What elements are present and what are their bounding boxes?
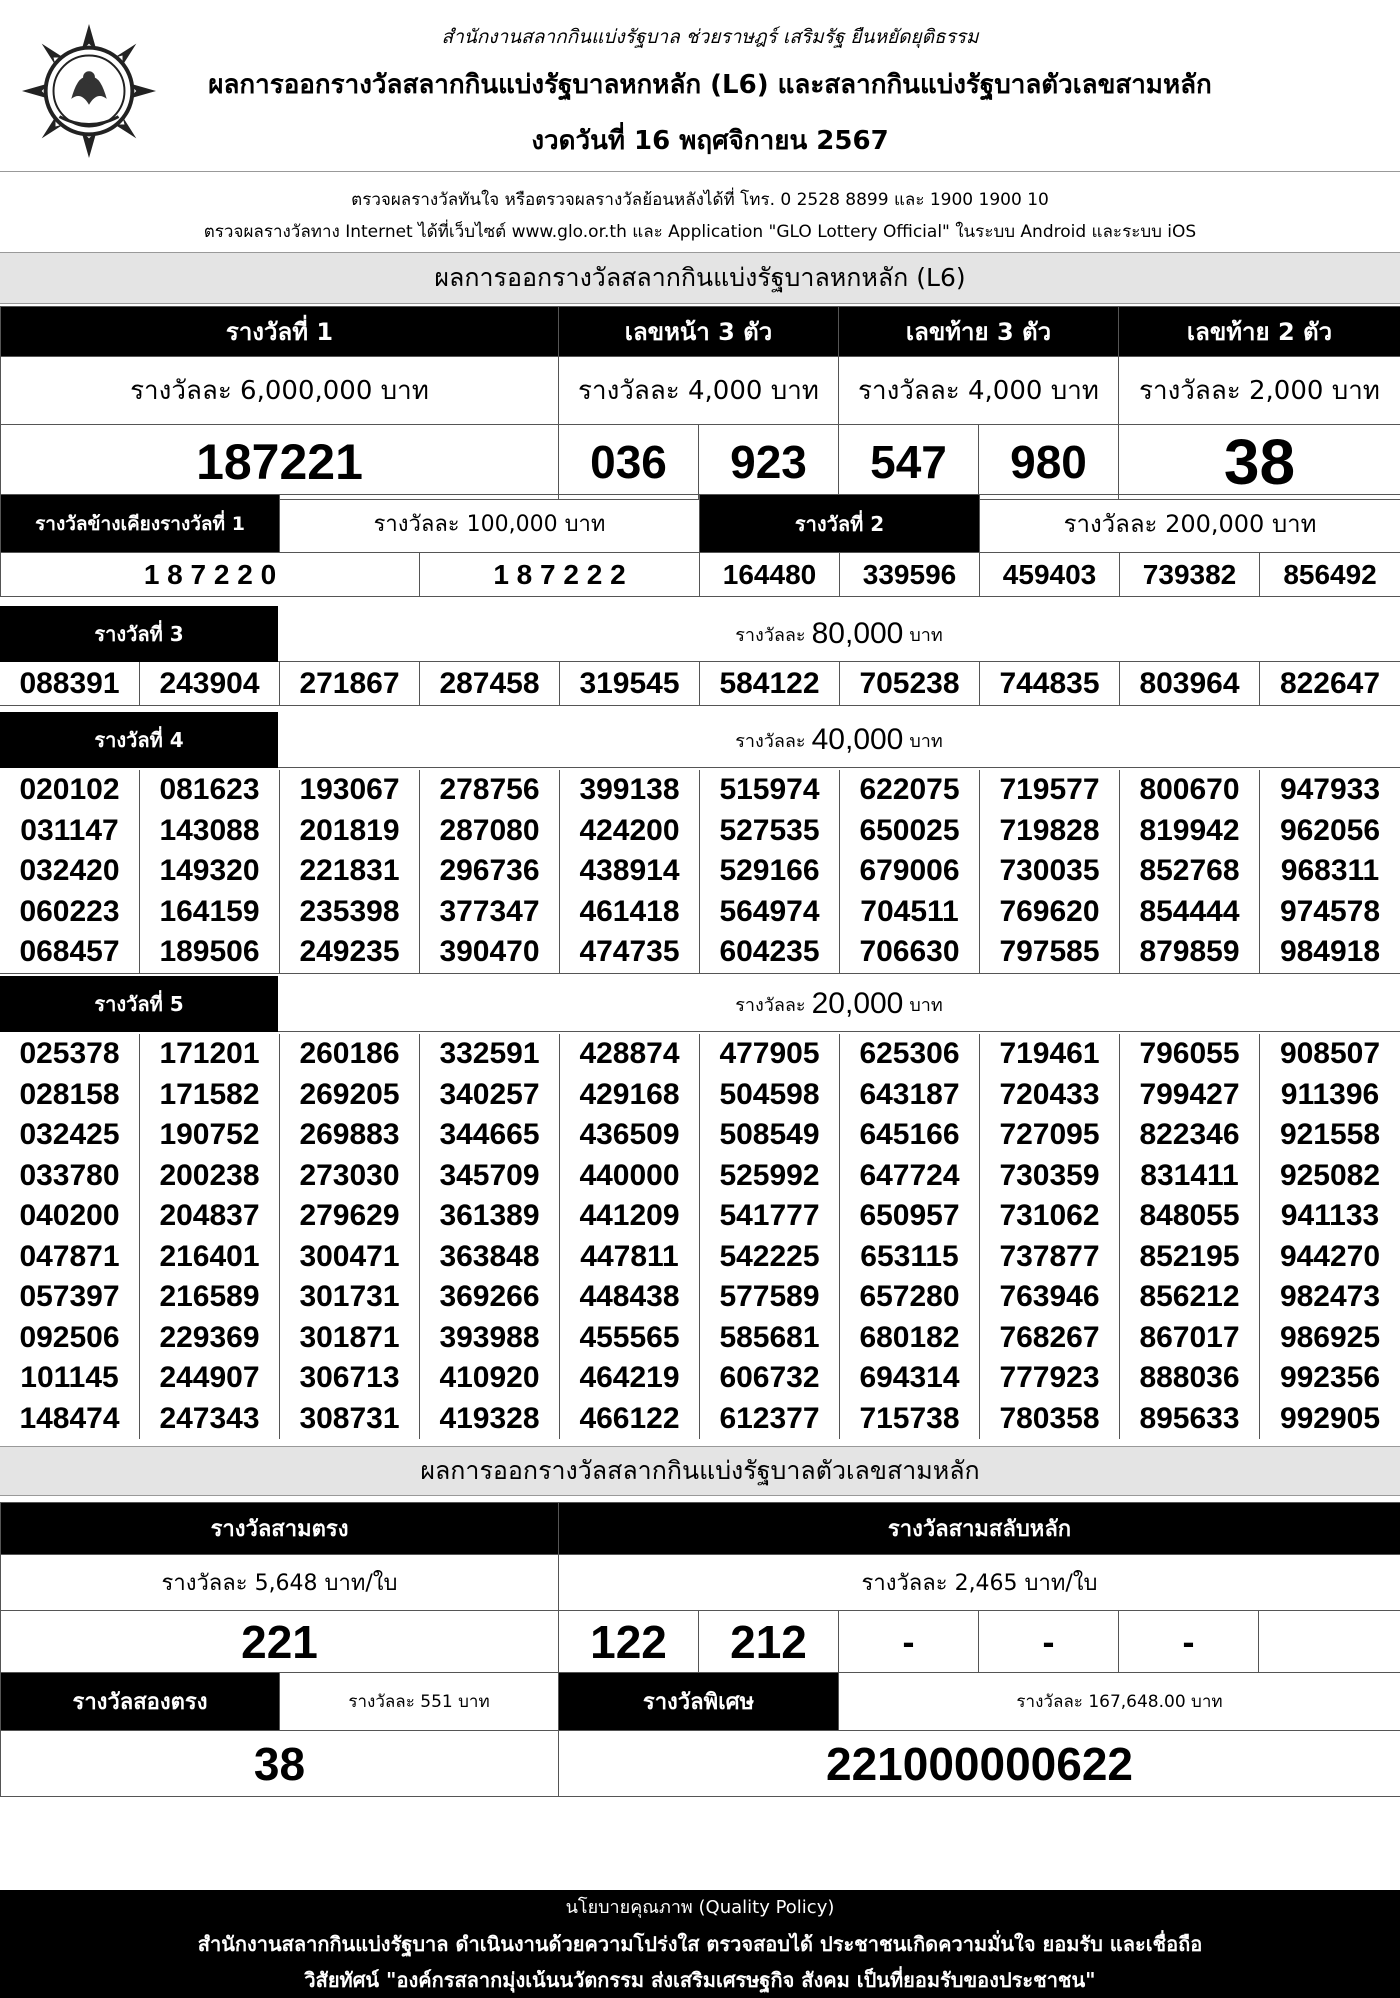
page-title: ผลการออกรางวัลสลากกินแบ่งรัฐบาลหกหลัก (L6) และสลากกินแบ่งรัฐบาลตัวเลขสามหลัก (208, 70, 1212, 100)
l6-section-title: ผลการออกรางวัลสลากกินแบ่งรัฐบาลหกหลัก (L6) (0, 252, 1400, 304)
prize-number: 301871 (280, 1318, 420, 1359)
prize-number: 911396 (1280, 1077, 1380, 1111)
near-first-amount: รางวัลละ 100,000 บาท (280, 495, 700, 553)
prize-number: 730359 (980, 1156, 1120, 1197)
prize-number: 719461 (980, 1034, 1120, 1075)
prize-number: 727095 (980, 1115, 1120, 1156)
prize-number: 377347 (420, 892, 560, 933)
prize-number: 799427 (1120, 1075, 1260, 1116)
prize-number: 229369 (140, 1318, 280, 1359)
prize-number: 612377 (700, 1399, 840, 1440)
prize-number: 769620 (980, 892, 1120, 933)
prize-number: 428874 (560, 1034, 700, 1075)
prize-number: 149320 (140, 851, 280, 892)
prize-number: 984918 (1279, 935, 1381, 969)
second-prize-amount: รางวัลละ 200,000 บาท (980, 495, 1400, 553)
prize-number: 477905 (700, 1034, 840, 1075)
prize-number: 296736 (420, 851, 560, 892)
amount-value: 80,000 (811, 617, 904, 650)
prize-number: 369266 (420, 1277, 560, 1318)
prize-number: 800670 (1120, 770, 1260, 811)
prize-number: 515974 (700, 770, 840, 811)
second-prize-number: 459403 (980, 553, 1120, 597)
prize-number: 204837 (140, 1196, 280, 1237)
prize-number: 441209 (560, 1196, 700, 1237)
prize-number: 429168 (560, 1075, 700, 1116)
prize-number: 057397 (0, 1277, 140, 1318)
front3-amount: รางวัลละ 4,000 บาท (559, 357, 839, 425)
prize-number: 941133 (1280, 1199, 1380, 1232)
tod3-number: - (1119, 1611, 1259, 1673)
amount-value: 20,000 (811, 987, 904, 1020)
n3-prizes-table (0, 1502, 1400, 1797)
vision-statement: วิสัยทัศน์ "องค์กรสลากมุ่งเน้นนวัตกรรม ส่งเสริมเศรษฐกิจ สังคม เป็นที่ยอมรับของประชาชน" (304, 1968, 1096, 1992)
straight3-number: 221 (1, 1611, 559, 1673)
prize-number: 164159 (140, 892, 280, 933)
prize-number: 361389 (420, 1196, 560, 1237)
prize-number: 974578 (1279, 894, 1381, 928)
prize-number: 577589 (700, 1277, 840, 1318)
first-prize-number: 187221 (1, 425, 559, 500)
special-prize-amount: รางวัลละ 167,648.00 บาท (839, 1673, 1400, 1731)
phone-info: ตรวจผลรางวัลทันใจ หรือตรวจผลรางวัลย้อนหลังได้ที่ โทร. 0 2528 8899 และ 1900 1900 10 (351, 190, 1049, 210)
front3-number: 923 (699, 425, 839, 500)
prize-number: 273030 (280, 1156, 420, 1197)
front3-number: 036 (559, 425, 699, 500)
prize-number: 474735 (560, 932, 700, 973)
back2-amount: รางวัลละ 2,000 บาท (1119, 357, 1400, 425)
tod3-number: 122 (559, 1611, 699, 1673)
front3-label: เลขหน้า 3 ตัว (559, 307, 839, 357)
prize-number: 719828 (980, 811, 1120, 852)
prize-number: 436509 (560, 1115, 700, 1156)
prize-number: 715738 (840, 1399, 980, 1440)
prize-number: 068457 (0, 932, 140, 973)
prize-number: 143088 (140, 811, 280, 852)
prize-number: 822346 (1120, 1115, 1260, 1156)
prize-number: 031147 (0, 811, 140, 852)
straight3-amount: รางวัลละ 5,648 บาท/ใบ (1, 1555, 559, 1611)
prize-number: 201819 (280, 811, 420, 852)
prize-number: 504598 (700, 1075, 840, 1116)
prize-number: 028158 (0, 1075, 140, 1116)
prize-number: 269883 (280, 1115, 420, 1156)
prize-number: 260186 (280, 1034, 420, 1075)
prize-number: 308731 (280, 1399, 420, 1440)
first-prize-amount: รางวัลละ 6,000,000 บาท (1, 357, 559, 425)
prize-number: 564974 (700, 892, 840, 933)
prize-number: 410920 (420, 1358, 560, 1399)
prize-number: 925082 (1279, 1158, 1381, 1192)
prize-number: 235398 (280, 892, 420, 933)
prize-number: 867017 (1120, 1318, 1260, 1359)
second-prize-number: 856492 (1260, 553, 1400, 597)
prize-number: 249235 (280, 932, 420, 973)
first-prize-label: รางวัลที่ 1 (1, 307, 559, 357)
fifth-prize-label: รางวัลที่ 5 (0, 976, 278, 1032)
prize-number: 390470 (420, 932, 560, 973)
prize-number: 606732 (700, 1358, 840, 1399)
prize-number: 345709 (420, 1156, 560, 1197)
prize-number: 992356 (1279, 1361, 1381, 1394)
prize-number: 541777 (700, 1196, 840, 1237)
prize-number: 244907 (140, 1358, 280, 1399)
prize-number: 344665 (420, 1115, 560, 1156)
amount-value: 40,000 (811, 723, 904, 756)
prize-number: 464219 (560, 1358, 700, 1399)
quality-policy: นโยบายคุณภาพ (Quality Policy) (565, 1897, 835, 1918)
back3-amount: รางวัลละ 4,000 บาท (839, 357, 1119, 425)
prize-number: 455565 (560, 1318, 700, 1359)
tod3-label: รางวัลสามสลับหลัก (559, 1503, 1400, 1555)
prize-number: 287458 (420, 662, 560, 706)
prize-number: 968311 (1280, 854, 1380, 888)
back2-number: 38 (1119, 425, 1400, 500)
third-prize-numbers (0, 662, 1400, 706)
top-prizes-table (0, 306, 1400, 500)
prize-number: 720433 (980, 1075, 1120, 1116)
n3-section-title: ผลการออกรางวัลสลากกินแบ่งรัฐบาลตัวเลขสามหลัก (0, 1446, 1400, 1496)
prize-number: 279629 (280, 1196, 420, 1237)
prize-number: 706630 (840, 932, 980, 973)
prize-number: 657280 (840, 1277, 980, 1318)
prize-number: 306713 (280, 1358, 420, 1399)
prize-number: 040200 (0, 1196, 140, 1237)
prize-number: 221831 (280, 851, 420, 892)
prize-number: 797585 (980, 932, 1120, 973)
prize-number: 088391 (0, 662, 140, 706)
prize-number: 301731 (280, 1277, 420, 1318)
prize-number: 650025 (840, 811, 980, 852)
prize-number: 332591 (420, 1034, 560, 1075)
tod3-amount: รางวัลละ 2,465 บาท/ใบ (559, 1555, 1400, 1611)
page-header (0, 0, 1400, 172)
prize-number: 424200 (560, 811, 700, 852)
amount-suffix: บาท (909, 994, 943, 1016)
prize-number: 081623 (140, 770, 280, 811)
prize-number: 047871 (0, 1237, 140, 1278)
third-prize-header (0, 606, 1400, 662)
prize-number: 944270 (1279, 1239, 1381, 1273)
second-prize-label: รางวัลที่ 2 (700, 495, 980, 553)
prize-number: 705238 (840, 662, 980, 706)
motto: สำนักงานสลากกินแบ่งรัฐบาล ช่วยราษฎร์ เสริมรัฐ ยืนหยัดยุติธรรม (441, 26, 979, 48)
prize-number: 895633 (1120, 1399, 1260, 1440)
prize-number: 831411 (1120, 1156, 1260, 1197)
prize-number: 148474 (0, 1399, 140, 1440)
straight2-amount: รางวัลละ 551 บาท (280, 1673, 559, 1731)
prize-number: 921558 (1279, 1118, 1381, 1151)
tod3-number: - (979, 1611, 1119, 1673)
prize-number: 243904 (140, 662, 280, 706)
prize-number: 888036 (1120, 1358, 1260, 1399)
near-second-table (0, 494, 1400, 597)
prize-number: 763946 (980, 1277, 1120, 1318)
tod3-number (1259, 1611, 1400, 1673)
prize-number: 585681 (700, 1318, 840, 1359)
back2-label: เลขท้าย 2 ตัว (1119, 307, 1400, 357)
prize-number: 730035 (980, 851, 1120, 892)
amount-prefix: รางวัลละ (735, 624, 806, 646)
prize-number: 719577 (980, 770, 1120, 811)
prize-number: 744835 (980, 662, 1120, 706)
straight3-label: รางวัลสามตรง (1, 1503, 559, 1555)
prize-number: 466122 (560, 1399, 700, 1440)
prize-number: 101145 (0, 1358, 140, 1399)
glo-emblem-icon (20, 22, 158, 160)
prize-number: 438914 (560, 851, 700, 892)
straight2-number: 38 (1, 1731, 559, 1797)
prize-number: 216589 (140, 1277, 280, 1318)
prize-number: 986925 (1279, 1320, 1381, 1354)
prize-number: 856212 (1120, 1277, 1260, 1318)
prize-number: 216401 (140, 1237, 280, 1278)
amount-prefix: รางวัลละ (735, 994, 806, 1016)
prize-number: 193067 (280, 770, 420, 811)
special-prize-label: รางวัลพิเศษ (559, 1673, 839, 1731)
prize-number: 447811 (560, 1237, 700, 1278)
prize-number: 189506 (140, 932, 280, 973)
prize-number: 704511 (840, 892, 980, 933)
prize-number: 645166 (840, 1115, 980, 1156)
footer (0, 1890, 1400, 1998)
web-info: ตรวจผลรางวัลทาง Internet ได้ที่เว็บไซต์ www.glo.or.th และ Application "GLO Lottery Official" ในระบบ Android และระบบ iOS (203, 222, 1197, 242)
third-prize-amount (278, 606, 1400, 662)
mission-statement: สำนักงานสลากกินแบ่งรัฐบาล ดำเนินงานด้วยความโปร่งใส ตรวจสอบได้ ประชาชนเกิดความมั่นใจ ยอมรับ และเชื่อถือ (197, 1932, 1203, 1956)
prize-number: 190752 (140, 1115, 280, 1156)
amount-prefix: รางวัลละ (735, 730, 806, 752)
prize-number: 848055 (1120, 1196, 1260, 1237)
prize-number: 300471 (280, 1237, 420, 1278)
prize-number: 768267 (980, 1318, 1120, 1359)
prize-number: 879859 (1120, 932, 1260, 973)
prize-number: 319545 (560, 662, 700, 706)
prize-number: 908507 (1279, 1037, 1381, 1070)
fourth-prize-numbers (0, 770, 1400, 974)
prize-number: 542225 (700, 1237, 840, 1278)
prize-number: 440000 (560, 1156, 700, 1197)
prize-number: 625306 (840, 1034, 980, 1075)
prize-number: 643187 (840, 1075, 980, 1116)
prize-number: 777923 (980, 1358, 1120, 1399)
special-prize-number: 221000000622 (559, 1731, 1400, 1797)
fifth-prize-numbers (0, 1034, 1400, 1439)
third-prize-label: รางวัลที่ 3 (0, 606, 278, 662)
prize-number: 803964 (1120, 662, 1260, 706)
prize-number: 020102 (0, 770, 140, 811)
near-first-number: 1 8 7 2 2 2 (420, 553, 700, 597)
prize-number: 363848 (420, 1237, 560, 1278)
prize-number: 679006 (840, 851, 980, 892)
prize-number: 680182 (840, 1318, 980, 1359)
prize-number: 269205 (280, 1075, 420, 1116)
prize-number: 171201 (140, 1034, 280, 1075)
prize-number: 780358 (980, 1399, 1120, 1440)
fourth-prize-header (0, 712, 1400, 768)
prize-number: 992905 (1279, 1401, 1381, 1435)
prize-number: 527535 (700, 811, 840, 852)
prize-number: 278756 (420, 770, 560, 811)
prize-number: 033780 (0, 1156, 140, 1197)
prize-number: 647724 (840, 1156, 980, 1197)
prize-number: 822647 (1279, 667, 1381, 700)
prize-number: 584122 (700, 662, 840, 706)
tod3-number: 212 (699, 1611, 839, 1673)
prize-number: 271867 (280, 662, 420, 706)
prize-number: 032425 (0, 1115, 140, 1156)
near-first-label: รางวัลข้างเคียงรางวัลที่ 1 (1, 495, 280, 553)
prize-number: 622075 (840, 770, 980, 811)
prize-number: 694314 (840, 1358, 980, 1399)
prize-number: 025378 (0, 1034, 140, 1075)
prize-number: 982473 (1279, 1280, 1381, 1313)
prize-number: 796055 (1120, 1034, 1260, 1075)
fifth-prize-amount (278, 976, 1400, 1032)
draw-date: งวดวันที่ 16 พฤศจิกายน 2567 (531, 126, 889, 156)
prize-number: 604235 (700, 932, 840, 973)
prize-number: 448438 (560, 1277, 700, 1318)
prize-number: 529166 (700, 851, 840, 892)
prize-number: 650957 (840, 1196, 980, 1237)
fourth-prize-label: รางวัลที่ 4 (0, 712, 278, 768)
prize-number: 731062 (980, 1196, 1120, 1237)
prize-number: 247343 (140, 1399, 280, 1440)
prize-number: 854444 (1120, 892, 1260, 933)
prize-number: 737877 (980, 1237, 1120, 1278)
amount-suffix: บาท (909, 730, 943, 752)
prize-number: 508549 (700, 1115, 840, 1156)
prize-number: 525992 (700, 1156, 840, 1197)
tod3-number: - (839, 1611, 979, 1673)
second-prize-number: 739382 (1120, 553, 1260, 597)
second-prize-number: 164480 (700, 553, 840, 597)
fourth-prize-amount (278, 712, 1400, 768)
prize-number: 287080 (420, 811, 560, 852)
back3-number: 547 (839, 425, 979, 500)
prize-number: 419328 (420, 1399, 560, 1440)
prize-number: 171582 (140, 1075, 280, 1116)
fifth-prize-header (0, 976, 1400, 1032)
prize-number: 461418 (560, 892, 700, 933)
prize-number: 947933 (1279, 773, 1381, 806)
prize-number: 399138 (560, 770, 700, 811)
prize-number: 653115 (840, 1237, 980, 1278)
prize-number: 393988 (420, 1318, 560, 1359)
prize-number: 962056 (1279, 813, 1381, 847)
amount-suffix: บาท (909, 624, 943, 646)
prize-number: 852195 (1120, 1237, 1260, 1278)
straight2-label: รางวัลสองตรง (1, 1673, 280, 1731)
back3-number: 980 (979, 425, 1119, 500)
prize-number: 852768 (1120, 851, 1260, 892)
prize-number: 060223 (0, 892, 140, 933)
prize-number: 340257 (420, 1075, 560, 1116)
prize-number: 200238 (140, 1156, 280, 1197)
near-first-number: 1 8 7 2 2 0 (1, 553, 420, 597)
second-prize-number: 339596 (840, 553, 980, 597)
back3-label: เลขท้าย 3 ตัว (839, 307, 1119, 357)
prize-number: 032420 (0, 851, 140, 892)
prize-number: 819942 (1120, 811, 1260, 852)
prize-number: 092506 (0, 1318, 140, 1359)
